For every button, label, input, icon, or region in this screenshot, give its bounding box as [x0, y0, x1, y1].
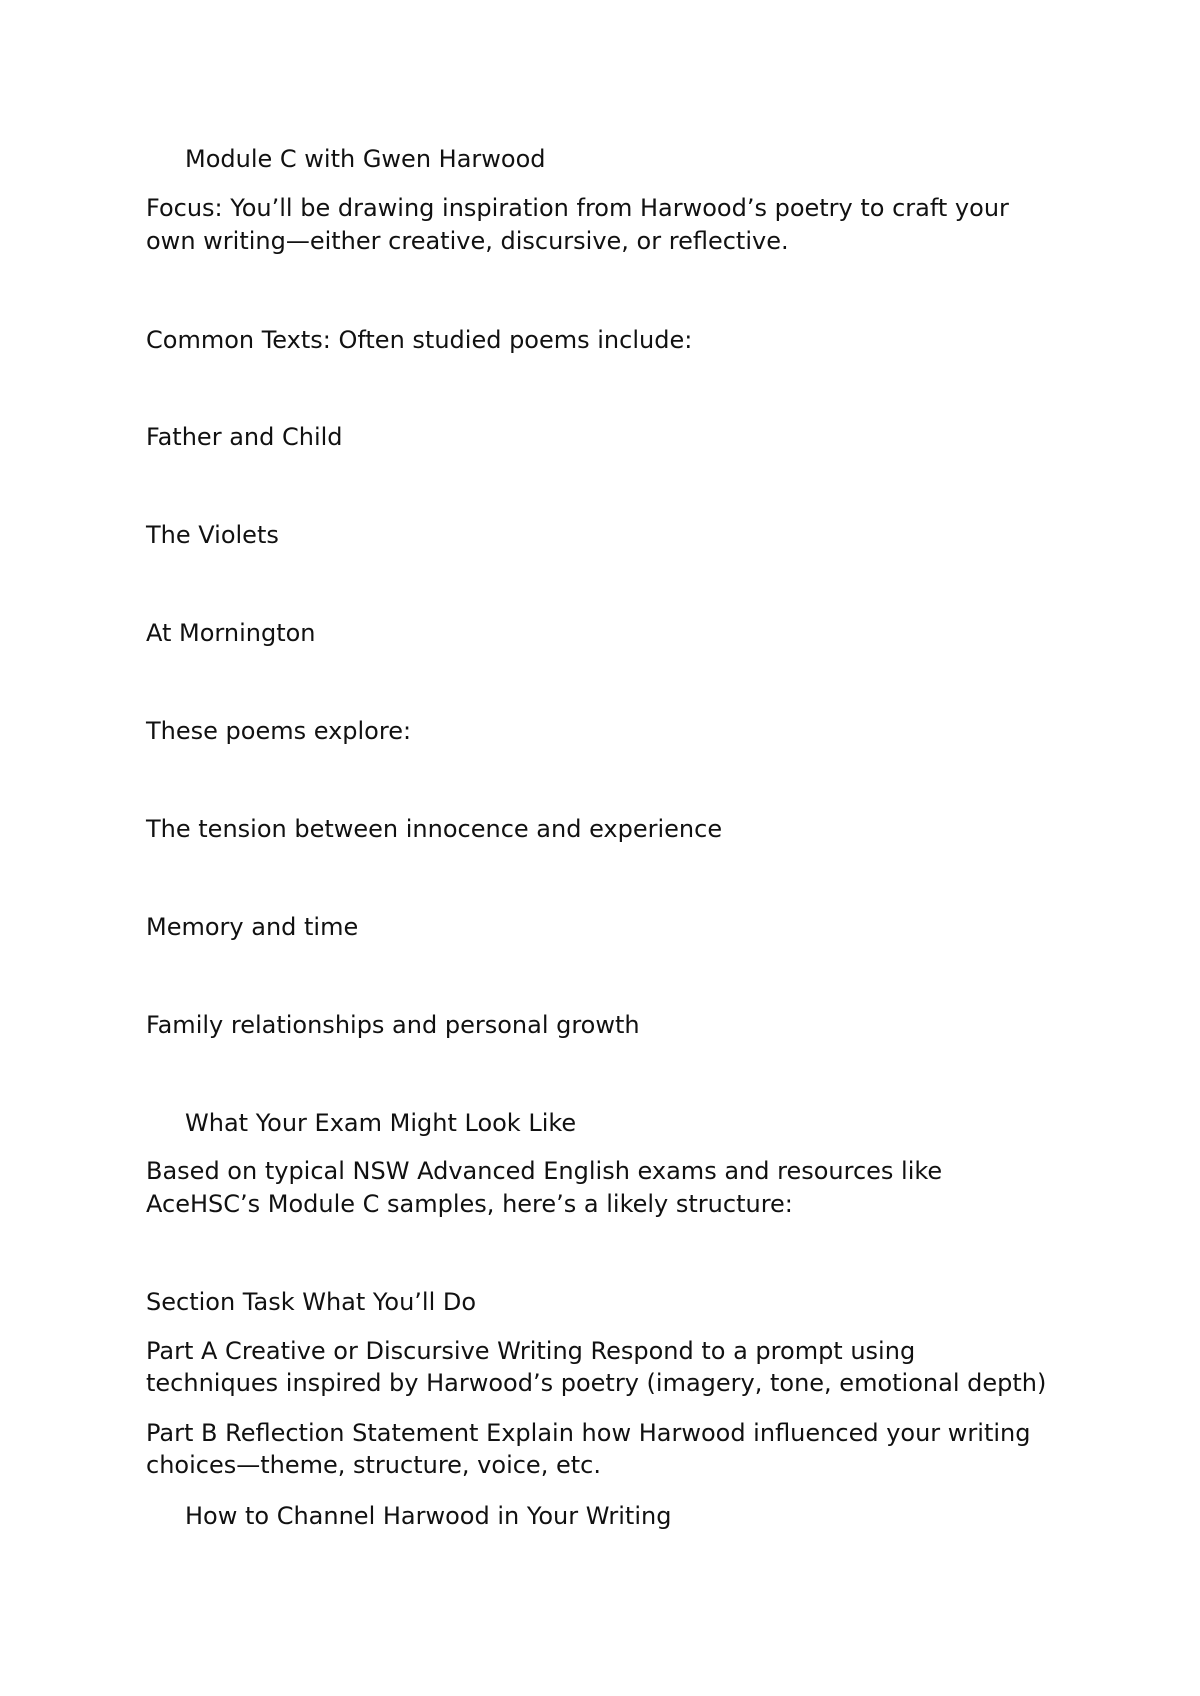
table-row-part-a: Part A Creative or Discursive Writing Respond to a prompt using	[146, 1337, 916, 1365]
table-row-part-b-continued: choices—theme, structure, voice, etc.	[146, 1451, 601, 1479]
common-texts-intro: Common Texts: Often studied poems include:	[146, 326, 693, 354]
table-row-part-a-continued: techniques inspired by Harwood’s poetry (imagery, tone, emotional depth)	[146, 1369, 1047, 1397]
table-header-row: Section Task What You’ll Do	[146, 1288, 477, 1316]
channel-heading: How to Channel Harwood in Your Writing	[185, 1502, 672, 1530]
exam-heading: What Your Exam Might Look Like	[185, 1109, 577, 1137]
focus-text: Focus: You’ll be drawing inspiration from Harwood’s poetry to craft your	[146, 194, 1009, 222]
theme-item: The tension between innocence and experience	[146, 815, 723, 843]
poem-item: At Mornington	[146, 619, 316, 647]
structure-intro: Based on typical NSW Advanced English exams and resources like	[146, 1157, 943, 1185]
theme-item: Family relationships and personal growth	[146, 1011, 640, 1039]
table-row-part-b: Part B Reflection Statement Explain how Harwood influenced your writing	[146, 1419, 1031, 1447]
module-heading: Module C with Gwen Harwood	[185, 145, 546, 173]
poem-item: The Violets	[146, 521, 279, 549]
structure-intro-continued: AceHSC’s Module C samples, here’s a likely structure:	[146, 1190, 793, 1218]
theme-item: Memory and time	[146, 913, 359, 941]
poem-item: Father and Child	[146, 423, 343, 451]
themes-intro: These poems explore:	[146, 717, 412, 745]
focus-text-continued: own writing—either creative, discursive, or reflective.	[146, 227, 789, 255]
